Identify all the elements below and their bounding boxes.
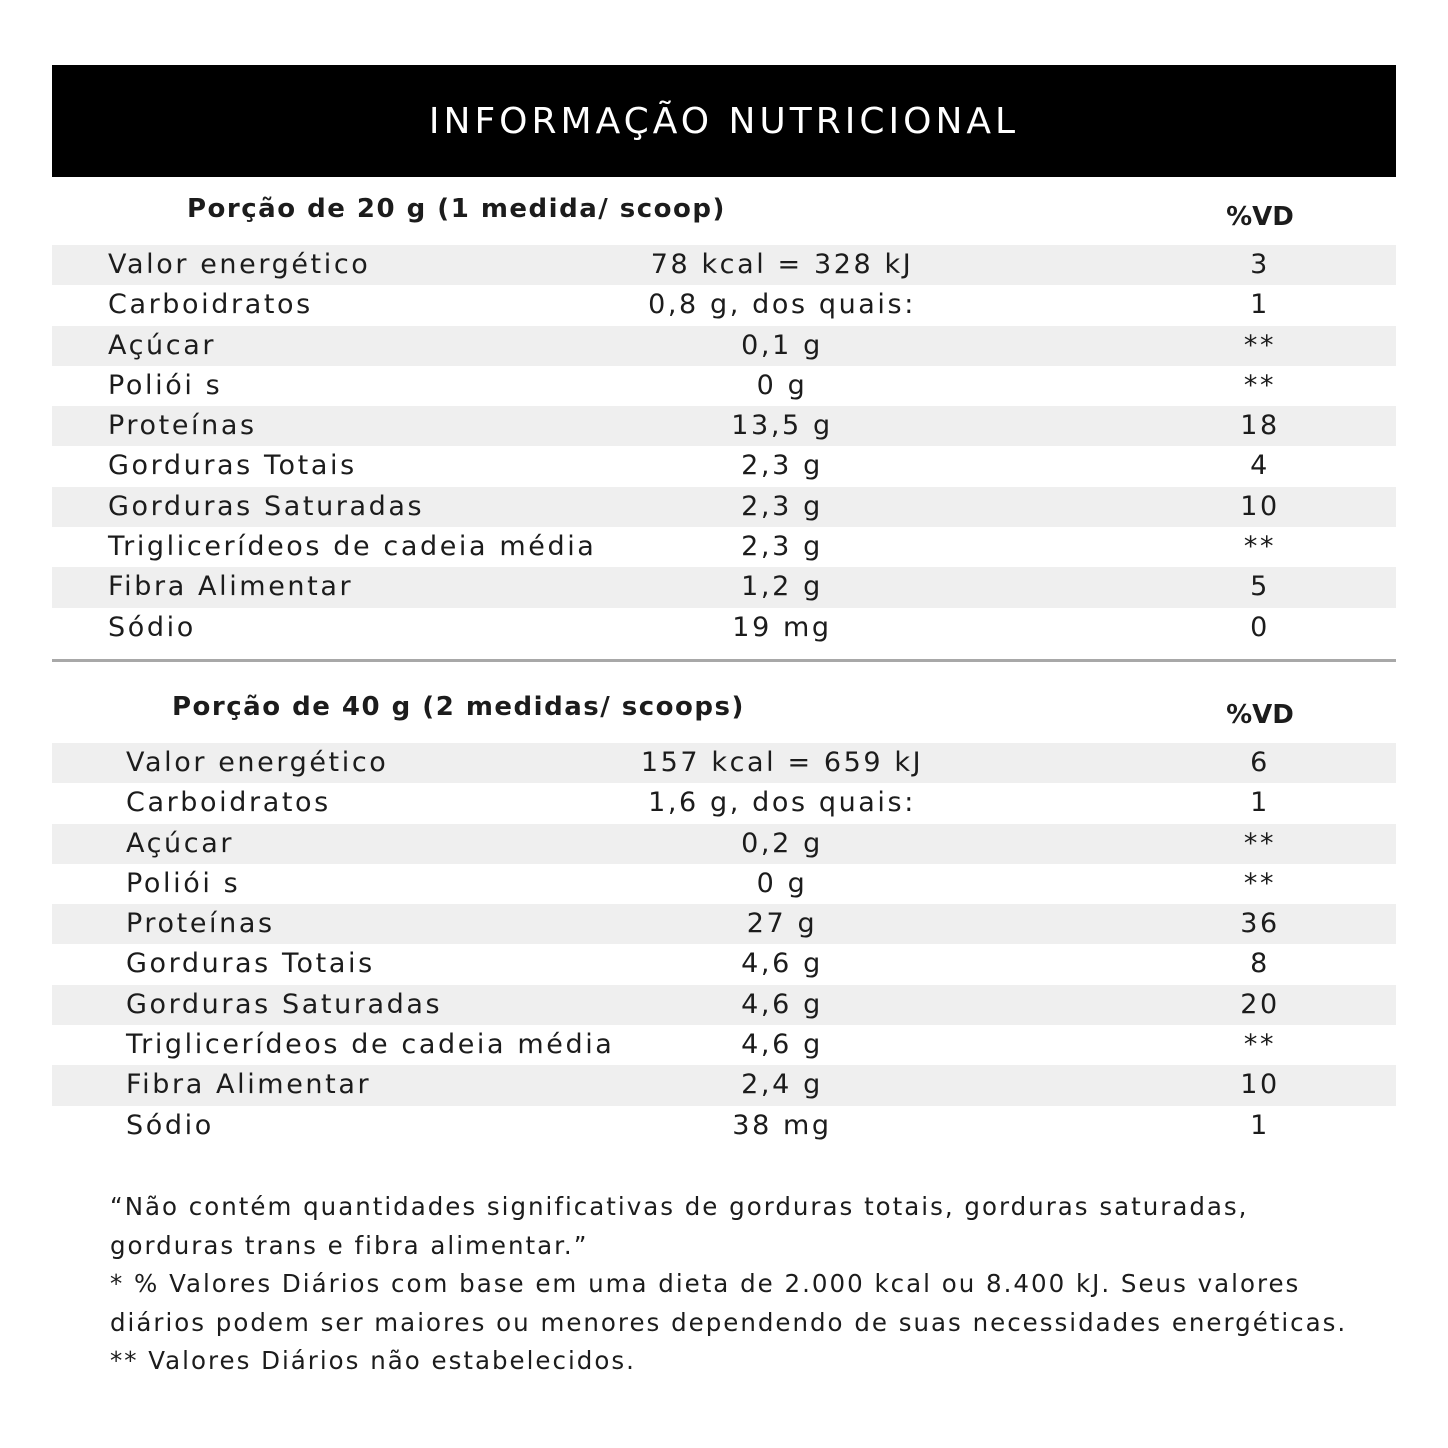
title-bar — [52, 65, 1396, 177]
page-title: INFORMAÇÃO NUTRICIONAL — [428, 100, 1020, 142]
table-row — [52, 446, 1396, 486]
nutrient-table — [52, 245, 1396, 648]
nutrient-name: Poliói s — [108, 369, 223, 401]
portion-label: Porção de 40 g (2 medidas/ scoops) — [172, 692, 745, 722]
nutrient-amount: 4,6 g — [741, 948, 823, 980]
nutrient-amount: 2,3 g — [741, 490, 823, 522]
nutrient-amount: 2,3 g — [741, 450, 823, 482]
section-header — [52, 688, 1396, 743]
nutrient-name: Triglicerídeos de cadeia média — [126, 1029, 615, 1061]
nutrient-amount: 0,1 g — [741, 329, 823, 361]
vd-column-header: %VD — [1226, 700, 1294, 730]
table-row — [52, 1065, 1396, 1105]
nutrient-table — [52, 743, 1396, 1146]
nutrient-amount: 4,6 g — [741, 1029, 823, 1061]
nutrient-name: Triglicerídeos de cadeia média — [108, 531, 597, 563]
nutrient-name: Valor energético — [108, 249, 371, 280]
nutrient-vd: ** — [1243, 329, 1277, 361]
nutrient-vd: 6 — [1250, 747, 1270, 778]
nutrient-vd: 3 — [1250, 249, 1270, 280]
nutrient-name: Proteínas — [108, 410, 257, 442]
nutrient-amount: 2,3 g — [741, 531, 823, 563]
nutrient-amount: 0,2 g — [741, 827, 823, 859]
nutrient-name: Valor energético — [126, 747, 389, 778]
nutrient-amount: 19 mg — [732, 611, 832, 643]
nutrient-amount: 38 mg — [732, 1109, 832, 1141]
nutrient-amount: 2,4 g — [741, 1069, 823, 1101]
nutrient-vd: 36 — [1240, 908, 1280, 940]
nutrient-name: Gorduras Totais — [108, 450, 357, 482]
table-row — [52, 326, 1396, 366]
portion-label: Porção de 20 g (1 medida/ scoop) — [187, 194, 726, 224]
footnote-daily-values: * % Valores Diários com base em uma dieta de 2.000 kcal ou 8.400 kJ. Seus valores diários podem ser maiores ou menores dependendo de suas necessidades energéticas. ** Valores Diários não estabelecidos. — [110, 1269, 1348, 1375]
nutrient-amount: 0,8 g, dos quais: — [648, 289, 916, 321]
nutrient-name: Açúcar — [108, 329, 217, 361]
table-row — [52, 487, 1396, 527]
nutrient-amount: 13,5 g — [731, 410, 833, 442]
table-row — [52, 1025, 1396, 1065]
nutrient-name: Proteínas — [126, 908, 275, 940]
table-row — [52, 743, 1396, 783]
nutrient-name: Carboidratos — [108, 289, 313, 321]
nutrient-name: Poliói s — [126, 867, 241, 899]
nutrient-vd: 20 — [1240, 988, 1280, 1020]
nutrient-name: Açúcar — [126, 827, 235, 859]
nutrient-vd: 1 — [1250, 289, 1270, 321]
nutrient-vd: 8 — [1250, 948, 1270, 980]
nutrient-name: Fibra Alimentar — [108, 571, 354, 603]
footnote-not-significant: “Não contém quantidades significativas de gorduras totais, gorduras saturadas, gorduras trans e fibra alimentar.” — [110, 1192, 1249, 1260]
nutrient-vd: 1 — [1250, 787, 1270, 819]
nutrient-name: Sódio — [108, 611, 196, 643]
nutrient-amount: 1,6 g, dos quais: — [648, 787, 916, 819]
nutrient-vd: 0 — [1250, 611, 1270, 643]
nutrient-vd: ** — [1243, 1029, 1277, 1061]
nutrient-amount: 157 kcal = 659 kJ — [640, 747, 924, 778]
nutrient-vd: ** — [1243, 827, 1277, 859]
table-row — [52, 783, 1396, 823]
nutrient-vd: 5 — [1250, 571, 1270, 603]
nutrient-amount: 0 g — [756, 369, 808, 401]
section-header — [52, 190, 1396, 245]
nutrient-vd: 10 — [1240, 1069, 1280, 1101]
table-row — [52, 608, 1396, 648]
table-row — [52, 824, 1396, 864]
nutrient-vd: 4 — [1250, 450, 1270, 482]
nutrient-name: Fibra Alimentar — [126, 1069, 372, 1101]
table-row — [52, 904, 1396, 944]
nutrient-amount: 27 g — [746, 908, 818, 940]
nutrient-vd: 18 — [1240, 410, 1280, 442]
portion-section-40g — [52, 688, 1396, 1146]
section-divider — [52, 659, 1396, 662]
table-row — [52, 864, 1396, 904]
nutrient-amount: 1,2 g — [741, 571, 823, 603]
table-row — [52, 285, 1396, 325]
table-row — [52, 245, 1396, 285]
nutrient-vd: 10 — [1240, 490, 1280, 522]
nutrient-vd: ** — [1243, 867, 1277, 899]
nutrient-vd: 1 — [1250, 1109, 1270, 1141]
portion-section-20g — [52, 190, 1396, 648]
nutrient-amount: 4,6 g — [741, 988, 823, 1020]
nutrient-amount: 78 kcal = 328 kJ — [650, 249, 914, 280]
table-row — [52, 366, 1396, 406]
table-row — [52, 985, 1396, 1025]
nutrient-name: Gorduras Saturadas — [126, 988, 443, 1020]
nutrient-vd: ** — [1243, 369, 1277, 401]
footnotes — [110, 1188, 1370, 1381]
nutrient-vd: ** — [1243, 531, 1277, 563]
table-row — [52, 944, 1396, 984]
nutrient-name: Sódio — [126, 1109, 214, 1141]
table-row — [52, 527, 1396, 567]
nutrient-name: Carboidratos — [126, 787, 331, 819]
nutrient-name: Gorduras Saturadas — [108, 490, 425, 522]
table-row — [52, 406, 1396, 446]
table-row — [52, 567, 1396, 607]
nutrient-amount: 0 g — [756, 867, 808, 899]
nutrient-name: Gorduras Totais — [126, 948, 375, 980]
table-row — [52, 1106, 1396, 1146]
vd-column-header: %VD — [1226, 202, 1294, 232]
